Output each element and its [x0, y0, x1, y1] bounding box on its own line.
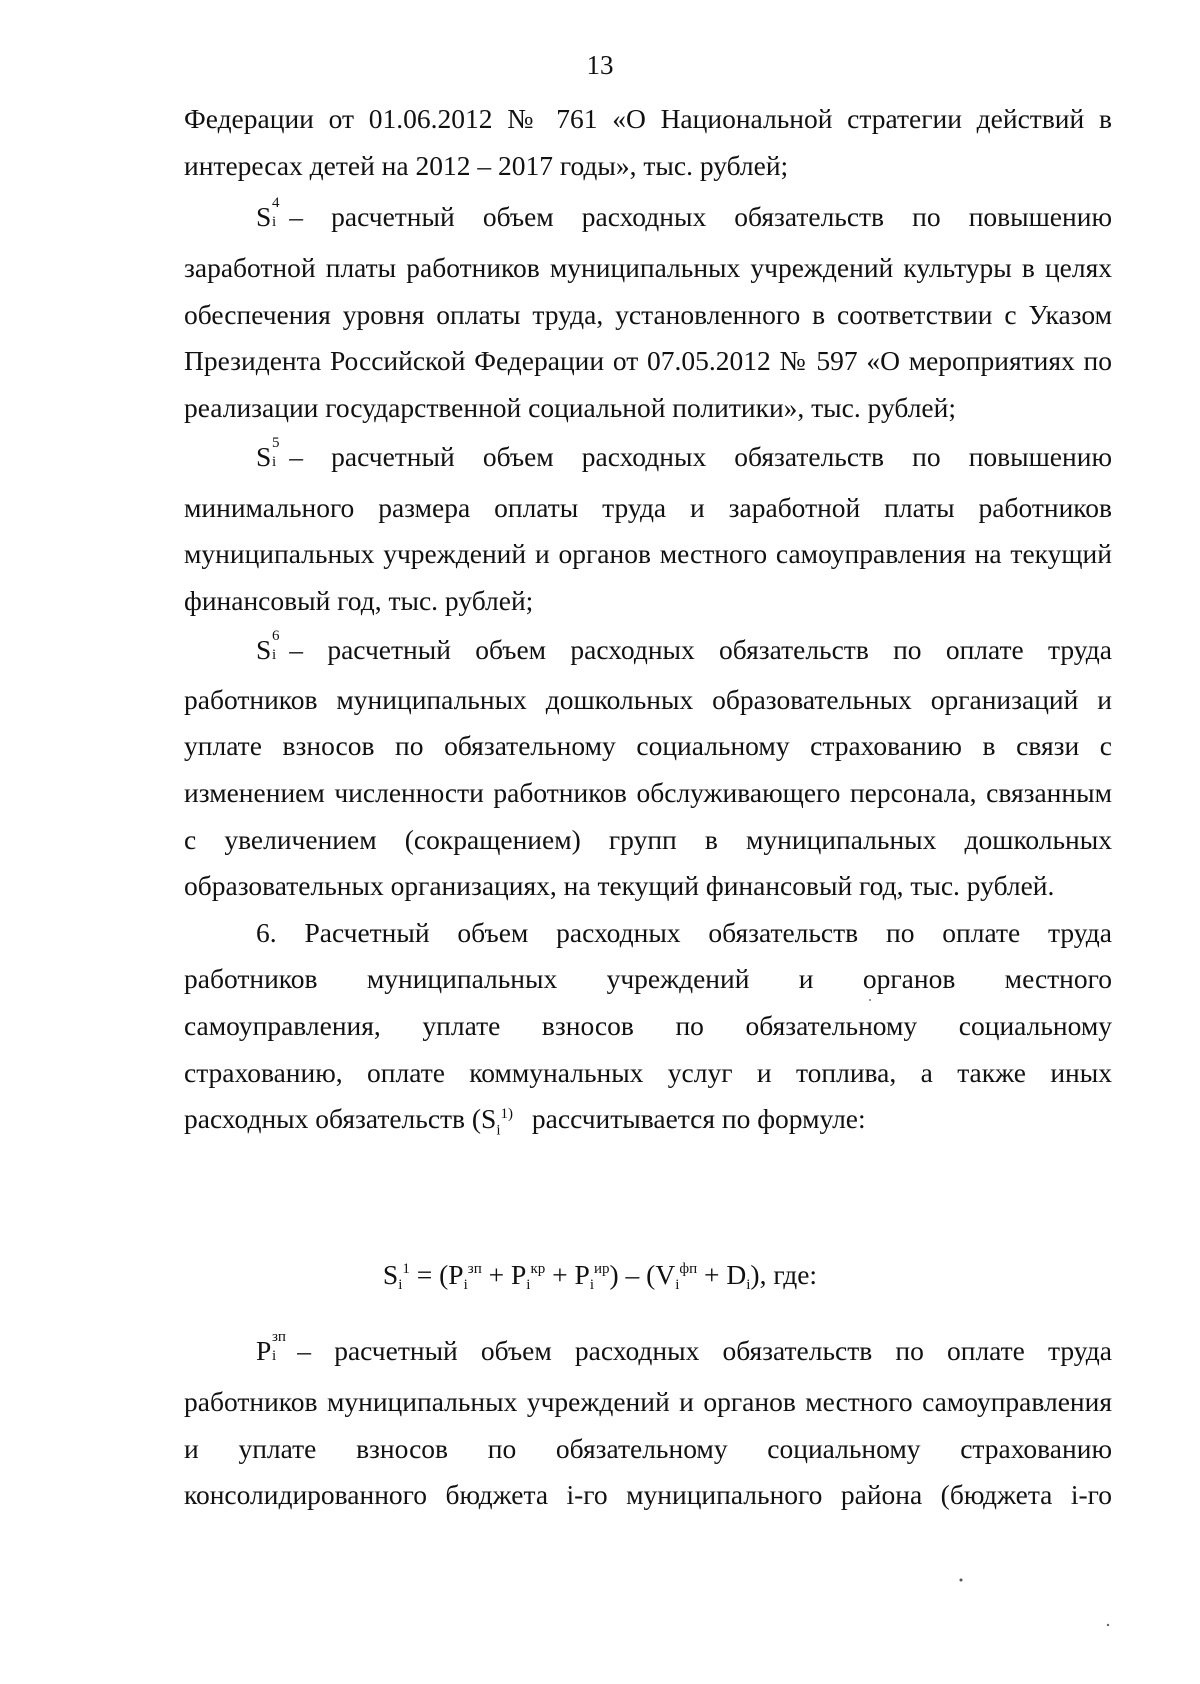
text-line: – расчетный объем расходных обязательств по повышению: [289, 201, 1112, 232]
formula: $S_i^1 = (P_i^{зп} + P_i^{кр} + P_i^{ир}) - (V_i^{фп} + D_i)$, где:: [382, 1259, 818, 1293]
definition-line: [256, 628, 1112, 666]
text-line: образовательных организациях, на текущий финансовый год, тыс. рублей.: [184, 870, 1055, 901]
page-number: 13: [586, 50, 614, 80]
definition-line: [256, 195, 1112, 233]
text-line: минимального размера оплаты труда и заработной платы работников: [184, 492, 1112, 523]
definition-line: [256, 435, 1112, 473]
text-line: Федерации от 01.06.2012 № 761 «О Национальной стратегии действий в: [184, 103, 1112, 134]
text-line: 6. Расчетный объем расходных обязательств по оплате труда: [256, 917, 1112, 948]
text-line: страхованию, оплате коммунальных услуг и топлива, а также иных: [184, 1057, 1112, 1088]
text-line: – расчетный объем расходных обязательств по оплате труда: [297, 1335, 1112, 1366]
text-line: уплате взносов по обязательному социальному страхованию в связи с: [184, 730, 1112, 761]
text-line: заработной платы работников муниципальных учреждений культуры в целях: [184, 252, 1112, 283]
text-line: Президента Российской Федерации от 07.05.2012 № 597 «О мероприятиях по: [184, 345, 1112, 376]
text-line: работников муниципальных дошкольных образовательных организаций и: [184, 684, 1112, 715]
text-line: и уплате взносов по обязательному социальному страхованию: [184, 1433, 1112, 1464]
variable-s5: S 5 i: [256, 435, 280, 472]
text-line: интересах детей на 2012 – 2017 годы», тыс. рублей;: [184, 150, 789, 181]
text-line: с увеличением (сокращением) групп в муниципальных дошкольных: [184, 824, 1112, 855]
text-line: – расчетный объем расходных обязательств по повышению: [289, 441, 1112, 472]
text-line: работников муниципальных учреждений и органов местного: [184, 963, 1112, 994]
text-line: муниципальных учреждений и органов местного самоуправления на текущий: [184, 538, 1112, 569]
text-line: финансовый год, тыс. рублей;: [184, 585, 534, 616]
variable-s6: S 6 i: [256, 628, 280, 665]
variable-p-zp: P зп i: [256, 1329, 286, 1366]
text-line: работников муниципальных учреждений и органов местного самоуправления: [184, 1386, 1112, 1417]
variable-s4: S 4 i: [256, 195, 280, 232]
text-line: реализации государственной социальной политики», тыс. рублей;: [184, 392, 956, 423]
definition-line: [256, 1329, 1112, 1367]
text-line: самоуправления, уплате взносов по обязательному социальному: [184, 1010, 1112, 1041]
text-line: изменением численности работников обслуживающего персонала, связанным: [184, 777, 1112, 808]
text-line: расходных обязательств ($S_i^{1)}$ рассчитывается по формуле:: [184, 1103, 866, 1139]
text-line: консолидированного бюджета i-го муниципального района (бюджета i-го: [184, 1479, 1112, 1510]
text-line: обеспечения уровня оплаты труда, установленного в соответствии с Указом: [184, 299, 1112, 330]
text-line: – расчетный объем расходных обязательств по оплате труда: [289, 634, 1112, 665]
